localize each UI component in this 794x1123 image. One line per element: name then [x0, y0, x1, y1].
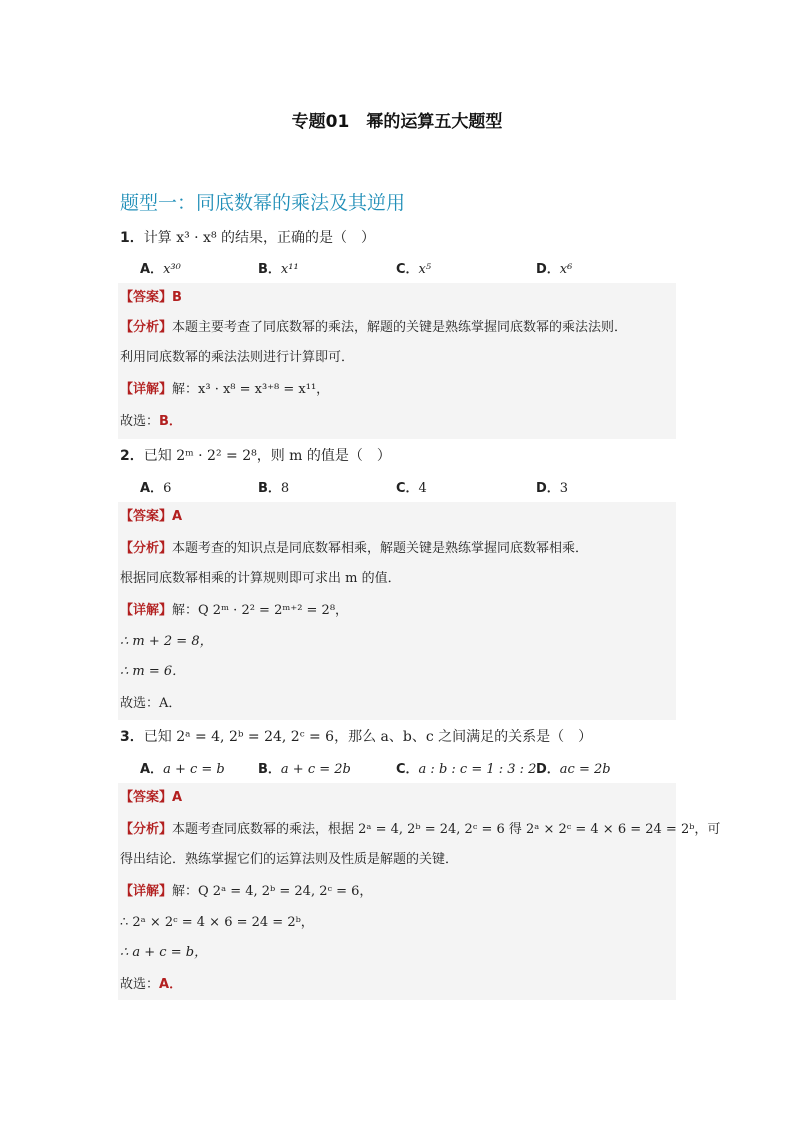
question-number: 1． [120, 230, 144, 246]
detail-line-1: 【详解】解：Q 2ᵐ · 2² = 2ᵐ⁺² = 2⁸， [120, 603, 349, 618]
answer-line: 【答案】A [120, 509, 183, 524]
detail-line-3: ∴ m = 6． [120, 664, 186, 679]
choose-line: 故选：A． [120, 696, 182, 711]
question-number: 2． [120, 448, 144, 464]
choose-line: 故选：B． [120, 414, 182, 429]
question-2-options [140, 477, 660, 497]
option-d: D．3 [536, 481, 569, 496]
page-title: 专题01 幂的运算五大题型 [291, 112, 503, 132]
option-d: D．x⁶ [536, 262, 573, 277]
analysis-line-2: 得出结论．熟练掌握它们的运算法则及性质是解题的关键． [120, 852, 459, 867]
question-text: 已知 2ᵃ = 4, 2ᵇ = 24, 2ᶜ = 6，那么 a、b、c 之间满足的关系是（ ） [143, 729, 593, 745]
analysis-line-2: 根据同底数幂相乘的计算规则即可求出 m 的值． [120, 571, 401, 586]
analysis-line-1: 【分析】本题考查同底数幂的乘法，根据 2ᵃ = 4, 2ᵇ = 24, 2ᶜ = 6 得 2ᵃ × 2ᶜ = 4 × 6 = 24 = 2ᵇ，可 [120, 822, 721, 837]
option-a: A．x³⁰ [140, 262, 181, 277]
question-1-options [140, 258, 660, 278]
analysis-line-2: 利用同底数幂的乘法法则进行计算即可． [120, 350, 355, 365]
option-d: D．ac = 2b [536, 762, 611, 777]
choose-line: 故选：A． [120, 977, 183, 992]
question-number: 3． [120, 729, 144, 745]
question-3-stem [120, 727, 592, 747]
option-c: C．4 [396, 481, 427, 496]
option-b: B．a + c = 2b [258, 762, 351, 777]
option-a: A．6 [140, 481, 172, 496]
question-3-solution [118, 783, 721, 1000]
detail-line-2: ∴ 2ᵃ × 2ᶜ = 4 × 6 = 24 = 2ᵇ， [120, 915, 314, 930]
question-text: 已知 2ᵐ · 2² = 2⁸，则 m 的值是（ ） [143, 448, 391, 464]
answer-line: 【答案】A [120, 790, 183, 805]
question-3-options [140, 758, 660, 778]
answer-line: 【答案】B [120, 290, 182, 305]
detail-line-1: 【详解】解：x³ · x⁸ = x³⁺⁸ = x¹¹， [120, 382, 330, 397]
detail-line-2: ∴ m + 2 = 8， [120, 634, 213, 649]
option-c: C．a : b : c = 1 : 3 : 2 [396, 762, 537, 777]
question-2-stem [120, 446, 391, 466]
question-1-stem [120, 228, 375, 248]
option-b: B．8 [258, 481, 290, 496]
question-2-solution [118, 502, 676, 720]
detail-line-3: ∴ a + c = b， [120, 945, 208, 960]
question-text: 计算 x³ · x⁸ 的结果，正确的是（ ） [143, 230, 376, 246]
option-a: A．a + c = b [140, 762, 225, 777]
analysis-line-1: 【分析】本题主要考查了同底数幂的乘法，解题的关键是熟练掌握同底数幂的乘法法则． [120, 320, 628, 335]
detail-line-1: 【详解】解：Q 2ᵃ = 4, 2ᵇ = 24, 2ᶜ = 6， [120, 884, 373, 899]
section-heading: 题型一：同底数幂的乘法及其逆用 [120, 192, 406, 214]
question-1-solution [118, 283, 676, 439]
option-b: B．x¹¹ [258, 262, 299, 277]
option-c: C．x⁵ [396, 262, 432, 277]
analysis-line-1: 【分析】本题考查的知识点是同底数幂相乘，解题关键是熟练掌握同底数幂相乘． [120, 541, 589, 556]
